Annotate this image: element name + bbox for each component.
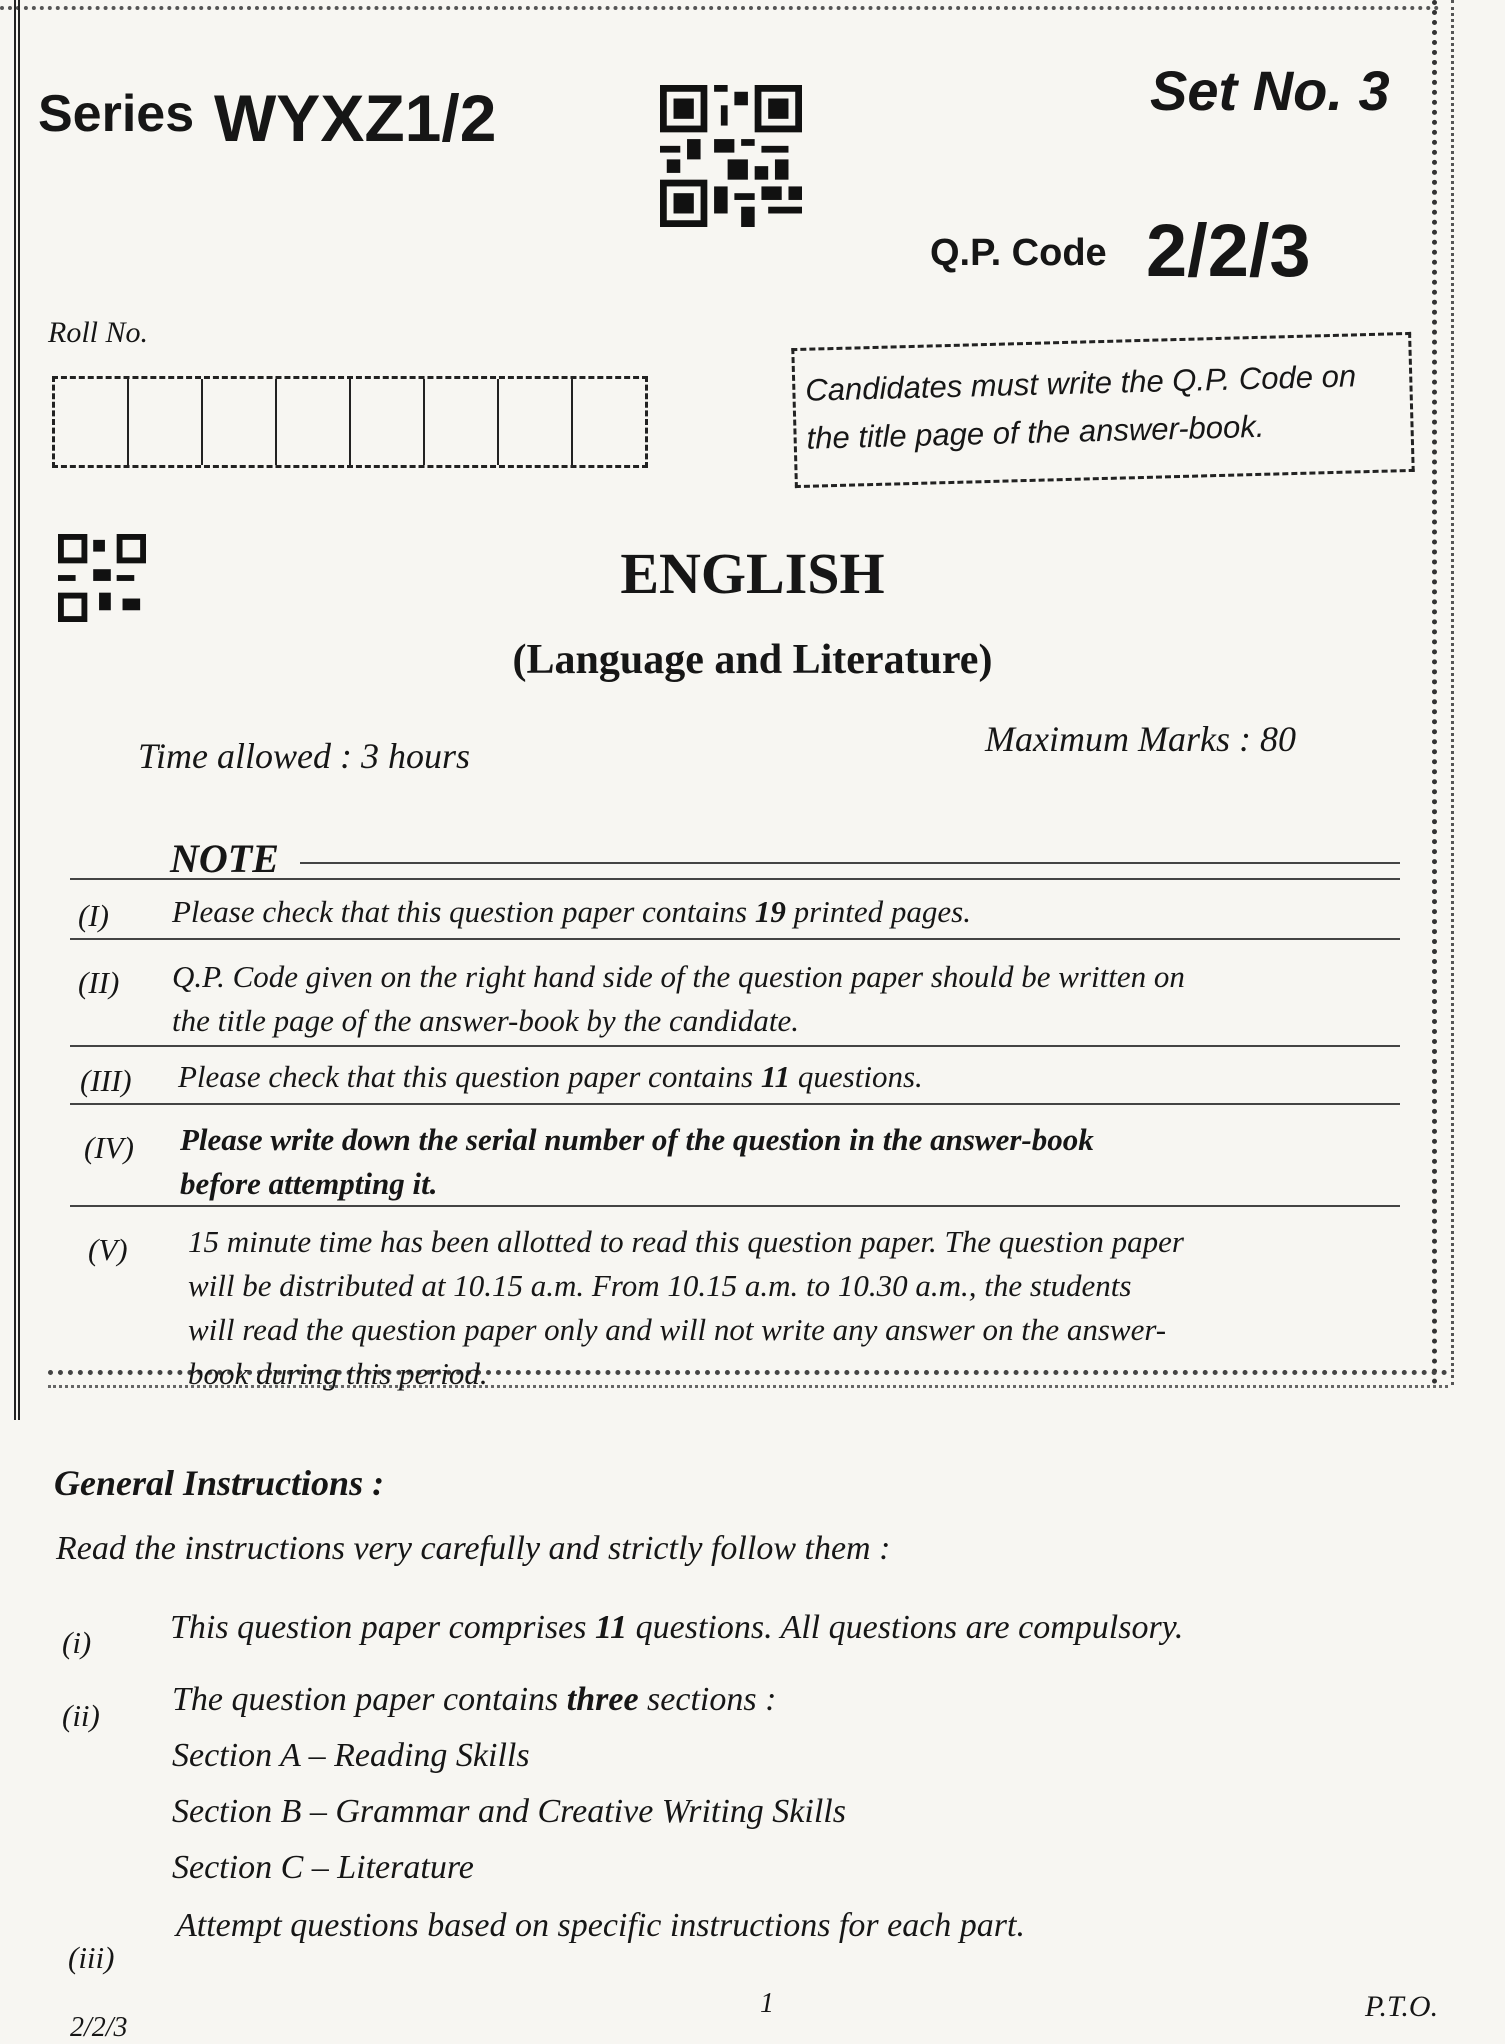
instruction-number: (iii): [68, 1940, 115, 1975]
roll-no-label: Roll No.: [48, 316, 149, 349]
note-text-line: Please write down the serial number of the question in the answer-book: [180, 1122, 1094, 1157]
note-heading: NOTE: [170, 836, 279, 881]
note-text-part: questions.: [790, 1059, 923, 1094]
instruction-number: (i): [62, 1625, 92, 1660]
instruction-text-bold: 11: [595, 1609, 628, 1646]
instruction-text: [170, 1600, 1183, 1656]
qp-code-label: Q.P. Code: [930, 232, 1107, 274]
roll-no-cell[interactable]: [203, 379, 277, 465]
instruction-number: (ii): [62, 1698, 100, 1733]
instruction-text-bold: three: [566, 1681, 639, 1718]
general-instructions-intro: Read the instructions very carefully and strictly follow them :: [56, 1530, 891, 1567]
instruction-text-part: questions. All questions are compulsory.: [627, 1609, 1184, 1646]
note-text-line: will read the question paper only and will not write any answer on the answer-: [188, 1312, 1167, 1347]
roll-no-boxes: [52, 376, 648, 468]
note-item-text: [178, 1055, 923, 1099]
page-number: 1: [760, 1988, 774, 2019]
instruction-text: Attempt questions based on specific instructions for each part.: [176, 1907, 1025, 1944]
divider: [300, 862, 1400, 864]
note-item-text: [188, 1220, 1398, 1396]
note-text-line: book during this period.: [188, 1356, 488, 1391]
note-item-number: (V): [88, 1232, 128, 1267]
note-text-line: Q.P. Code given on the right hand side of the question paper should be written on: [172, 959, 1185, 994]
candidate-notice-box: [791, 332, 1414, 488]
note-item-number: (III): [80, 1063, 132, 1098]
note-text-part: Please check that this question paper contains: [178, 1059, 761, 1094]
divider: [70, 1103, 1400, 1105]
roll-no-cell[interactable]: [425, 379, 499, 465]
section-item: Section C – Literature: [172, 1849, 474, 1886]
pto-label: P.T.O.: [1365, 1990, 1439, 2023]
series-label: Series: [38, 85, 195, 143]
time-allowed: Time allowed : 3 hours: [138, 736, 471, 776]
note-item-text: [180, 1118, 1094, 1206]
candidate-notice-line: the title page of the answer-book.: [806, 408, 1265, 456]
note-item-number: (I): [78, 898, 109, 933]
note-item-number: (II): [78, 965, 120, 1000]
candidate-notice-line: Candidates must write the Q.P. Code on: [804, 358, 1357, 408]
note-text-line: before attempting it.: [180, 1166, 438, 1201]
note-text-bold: 11: [760, 1059, 791, 1094]
border-right-decoration: [1432, 0, 1454, 1385]
divider: [70, 878, 1400, 880]
roll-no-cell[interactable]: [351, 379, 425, 465]
set-number: Set No. 3: [1150, 59, 1390, 122]
general-instructions-heading: General Instructions :: [54, 1463, 385, 1503]
note-text-part: printed pages.: [785, 894, 971, 929]
instruction-text: [172, 1672, 846, 1896]
border-left-decoration: [0, 0, 20, 1420]
note-text-line: will be distributed at 10.15 a.m. From 10.15 a.m. to 10.30 a.m., the students: [188, 1268, 1132, 1303]
roll-no-cell[interactable]: [499, 379, 573, 465]
qp-code: 2/2/3: [1146, 209, 1311, 292]
subject-title: ENGLISH: [620, 541, 885, 606]
instruction-text-part: The question paper contains: [172, 1681, 567, 1718]
roll-no-cell[interactable]: [129, 379, 203, 465]
section-item: Section A – Reading Skills: [172, 1737, 530, 1774]
instruction-text-part: This question paper comprises: [170, 1609, 595, 1646]
instruction-text-part: sections :: [638, 1681, 777, 1718]
roll-no-cell[interactable]: [573, 379, 645, 465]
divider: [70, 1205, 1400, 1207]
note-item-text: [172, 890, 971, 934]
border-top-decoration: [0, 0, 1440, 10]
note-item-number: (IV): [84, 1130, 134, 1165]
section-item: Section B – Grammar and Creative Writing Skills: [172, 1793, 846, 1830]
qr-code-icon: [660, 76, 802, 236]
divider: [70, 1045, 1400, 1047]
roll-no-cell[interactable]: [277, 379, 351, 465]
note-text-bold: 19: [754, 894, 786, 929]
note-text-part: Please check that this question paper contains: [172, 894, 755, 929]
note-text-line: the title page of the answer-book by the candidate.: [172, 1003, 799, 1038]
roll-no-cell[interactable]: [55, 379, 129, 465]
note-text-line: 15 minute time has been allotted to read this question paper. The question paper: [188, 1224, 1184, 1259]
series-code: WYXZ1/2: [214, 81, 497, 155]
divider: [70, 938, 1400, 940]
subject-subtitle: (Language and Literature): [512, 637, 993, 683]
footer-code: 2/2/3: [70, 2012, 128, 2043]
maximum-marks: Maximum Marks : 80: [985, 719, 1296, 759]
note-item-text: [172, 955, 1185, 1043]
